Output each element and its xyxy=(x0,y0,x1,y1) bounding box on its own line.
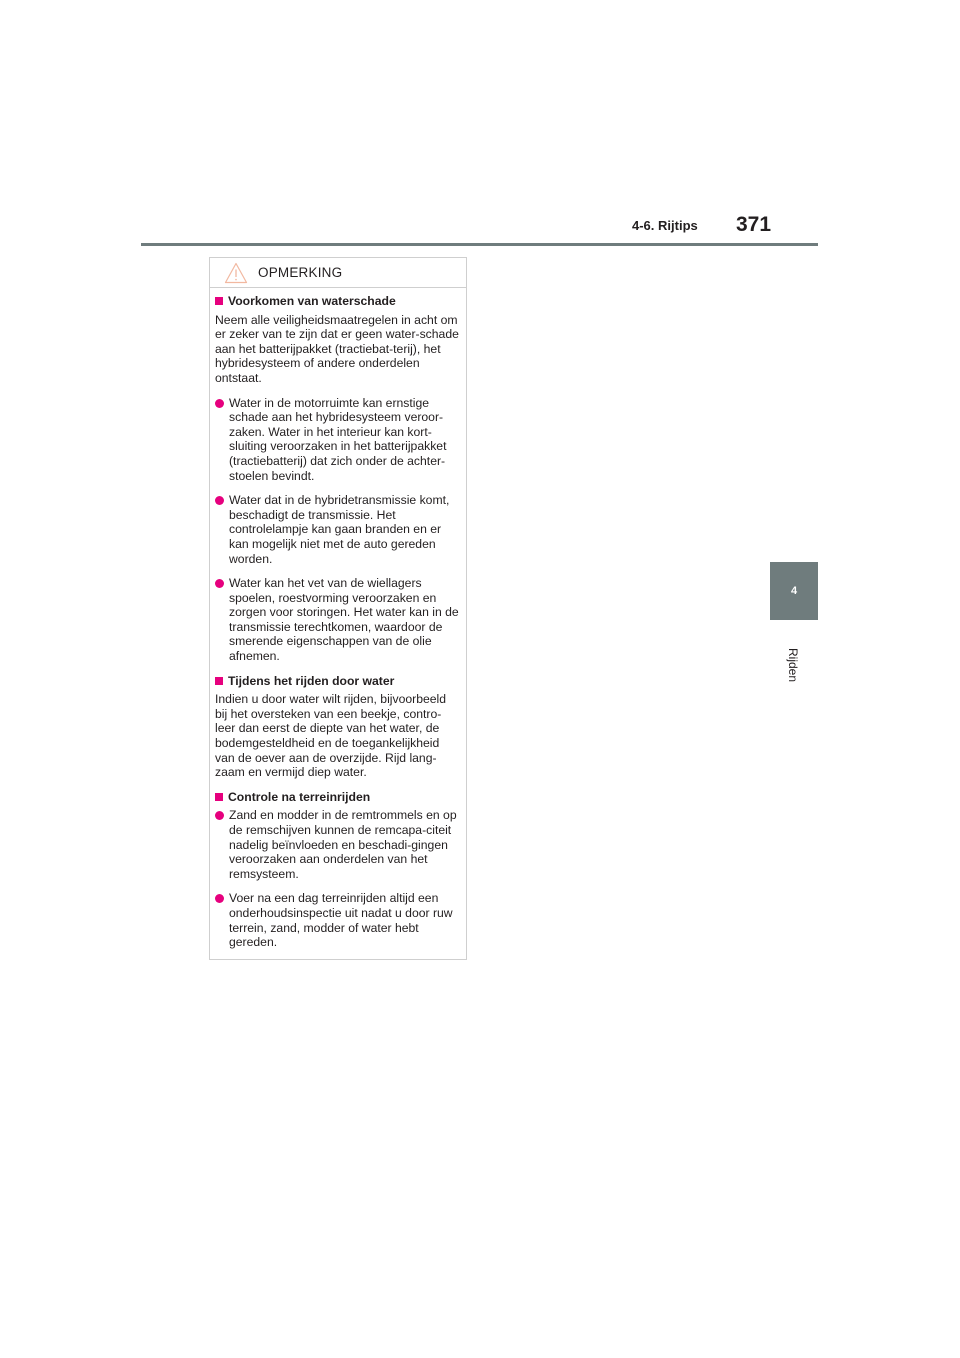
bullet-item xyxy=(215,493,460,566)
bullet-text: Voer na een dag terreinrijden altijd een onderhoudsinspectie uit nadat u door ruw terrein, zand, modder of water hebt gereden. xyxy=(229,891,453,950)
bullet-text: Water in de motorruimte kan ernstige schade aan het hybridesysteem veroor-zaken. Water in het interieur kan kort-sluiting veroorzaken in het batterijpakket (tractiebatterij) dat zich onder de achter-stoelen bevindt. xyxy=(229,395,447,483)
bullet-item xyxy=(215,576,460,664)
section-paragraph: Neem alle veiligheidsmaatregelen in acht om er zeker van te zijn dat er geen water-schade aan het batterijpakket (tractiebat-terij), het hybridesysteem of andere onderdelen ontstaat. xyxy=(215,312,459,385)
header-section-title: 4-6. Rijtips xyxy=(632,218,698,233)
square-bullet-icon xyxy=(215,793,223,801)
chapter-number: 4 xyxy=(790,585,798,597)
round-bullet-icon xyxy=(215,399,224,408)
page-number: 371 xyxy=(736,213,772,236)
bullet-item xyxy=(215,808,460,881)
section-heading-text: Tijdens het rijden door water xyxy=(228,673,395,688)
chapter-tab xyxy=(770,562,818,620)
notice-header xyxy=(210,258,466,288)
square-bullet-icon xyxy=(215,677,223,685)
notice-title: OPMERKING xyxy=(258,265,343,280)
round-bullet-icon xyxy=(215,811,224,820)
section-heading xyxy=(215,294,460,309)
warning-triangle-icon xyxy=(224,262,248,284)
chapter-label: Rijden xyxy=(786,648,800,683)
round-bullet-icon xyxy=(215,496,224,505)
round-bullet-icon xyxy=(215,894,224,903)
square-bullet-icon xyxy=(215,297,223,305)
section-heading xyxy=(215,674,460,689)
section-paragraph: Indien u door water wilt rijden, bijvoorbeeld bij het oversteken van een beekje, contro-leer dan eerst de diepte van het water, de bodemgesteldheid en de toegankelijkheid van de oever aan de overzijde. Rijd lang-zaam en vermijd diep water. xyxy=(215,692,447,780)
bullet-item xyxy=(215,891,460,949)
bullet-item xyxy=(215,396,460,484)
header-rule xyxy=(141,243,818,246)
section-heading-text: Voorkomen van waterschade xyxy=(228,294,396,308)
bullet-text: Water kan het vet van de wiellagers spoelen, roestvorming veroorzaken en zorgen voor storingen. Het water kan in de transmissie terechtkomen, waardoor de smerende eigenschappen van de olie afnemen. xyxy=(229,576,459,664)
section-heading xyxy=(215,790,460,805)
notice-box xyxy=(209,257,467,960)
bullet-text: Zand en modder in de remtrommels en op de remschijven kunnen de remcapa-citeit nadelig beïnvloeden en beschadi-gingen veroorzaken aan onderdelen van het remsysteem. xyxy=(229,808,457,881)
bullet-text: Water dat in de hybridetransmissie komt, beschadigt de transmissie. Het controlelampje kan gaan branden en er kan mogelijk niet met de auto gereden worden. xyxy=(229,493,450,566)
round-bullet-icon xyxy=(215,579,224,588)
notice-body xyxy=(210,288,466,950)
section-heading-text: Controle na terreinrijden xyxy=(228,789,371,804)
